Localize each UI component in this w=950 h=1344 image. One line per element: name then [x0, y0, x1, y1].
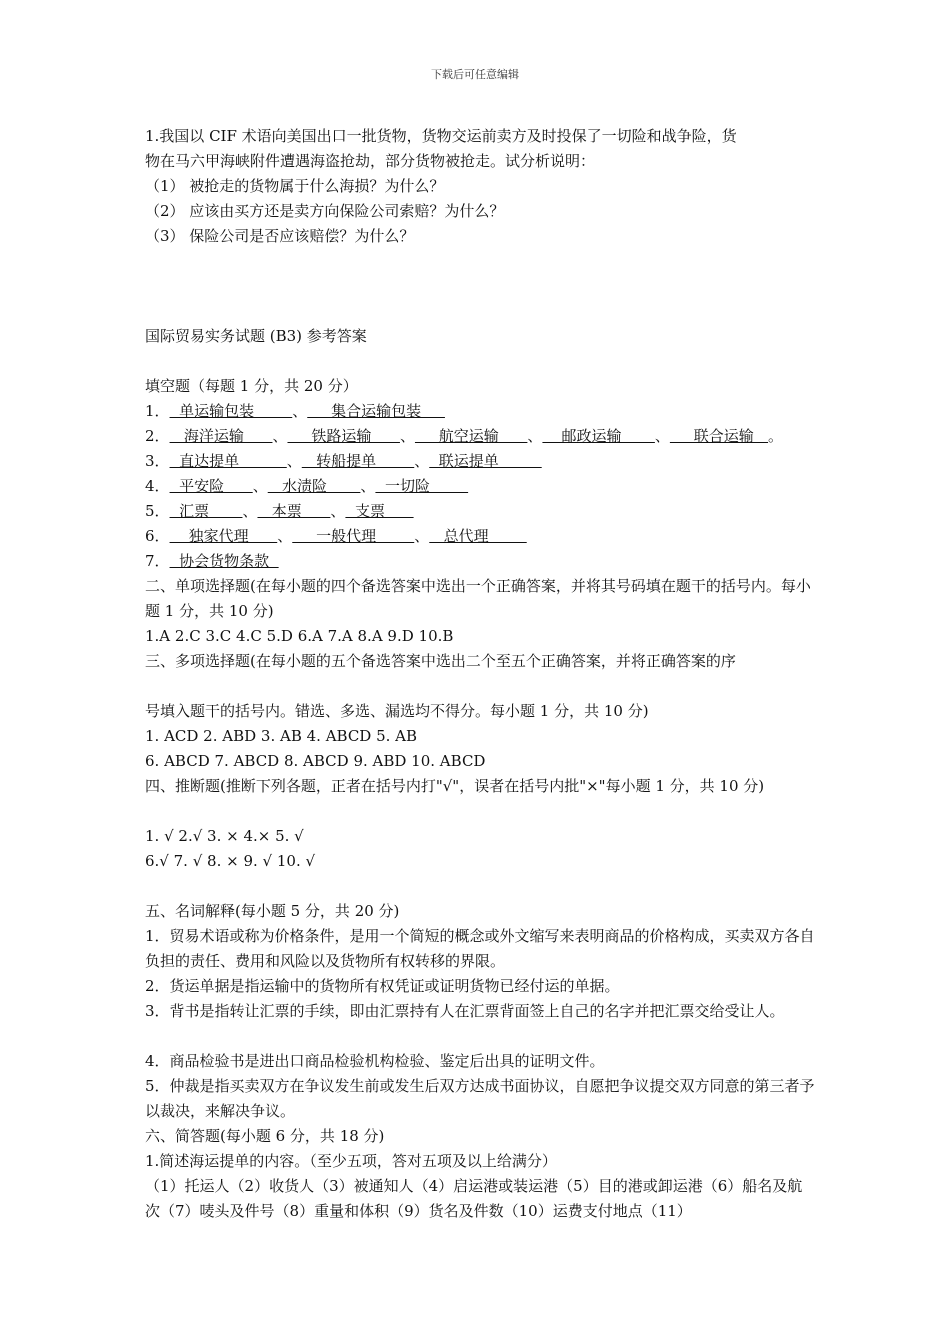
fill-answer-4 [145, 474, 815, 499]
judge-answers-2: 6.√ 7. √ 8. × 9. √ 10. √ [145, 852, 316, 870]
separator: 、 [399, 427, 415, 445]
case-intro-line-2: 物在马六甲海峡附件遭遇海盗抢劫，部分货物被抢走。试分析说明： [145, 152, 596, 170]
case-question-1: （1） 被抢走的货物属于什么海损？为什么？ [145, 177, 445, 195]
case-question-2: （2） 应该由买方还是卖方向保险公司索赔？为什么？ [145, 202, 505, 220]
single-choice-answers: 1.A 2.C 3.C 4.C 5.D 6.A 7.A 8.A 9.D 10.B [145, 627, 454, 645]
fill-blank: 水渍险 [267, 477, 361, 495]
fill-blank: 直达提单 [169, 452, 287, 470]
fill-blank: 联合运输 [669, 427, 769, 445]
fill-blank: 转船提单 [301, 452, 415, 470]
case-intro-line-1: 1.我国以 CIF 术语向美国出口一批货物，货物交运前卖方及时投保了一切险和战争险，货 [145, 127, 737, 145]
fill-heading: 填空题（每题 1 分，共 20 分） [145, 377, 358, 395]
separator: 、 [330, 502, 346, 520]
separator: 、 [292, 402, 308, 420]
single-choice-heading: 二、单项选择题(在每小题的四个备选答案中选出一个正确答案，并将其号码填在题干的括号内。每小题 1 分，共 10 分) [145, 577, 811, 620]
fill-number: 2． [145, 427, 170, 445]
separator: 、 [360, 477, 376, 495]
fill-blank: 一般代理 [292, 527, 415, 545]
fill-blank: 一切险 [375, 477, 469, 495]
page-header: 下载后可任意编辑 [431, 68, 519, 81]
short-question-1: 1.简述海运提单的内容。（至少五项，答对五项及以上给满分） [145, 1152, 557, 1170]
term-1: 1．贸易术语或称为价格条件，是用一个简短的概念或外文缩写来表明商品的价格构成，买卖双方各自负担的责任、费用和风险以及货物所有权转移的界限。 [145, 927, 815, 970]
fill-number: 1． [145, 402, 170, 420]
fill-blank: 航空运输 [414, 427, 528, 445]
fill-blank: 邮政运输 [542, 427, 655, 445]
fill-blank: 汇票 [169, 502, 243, 520]
fill-answer-2 [145, 424, 815, 449]
multi-choice-heading-line-2: 号填入题干的括号内。错选、多选、漏选均不得分。每小题 1 分，共 10 分) [145, 702, 649, 720]
fill-blank: 联运提单 [429, 452, 542, 470]
fill-answer-3 [145, 449, 815, 474]
short-answer-1: （1）托运人（2）收货人（3）被通知人（4）启运港或装运港（5）目的港或卸运港（6）船名及航次（7）唛头及件号（8）重量和体积（9）货名及件数（10）运费支付地点（11） [145, 1177, 803, 1220]
fill-answer-7 [145, 549, 815, 574]
fill-blank: 单运输包装 [169, 402, 293, 420]
fill-blank: 总代理 [429, 527, 527, 545]
term-3: 3．背书是指转让汇票的手续，即由汇票持有人在汇票背面签上自己的名字并把汇票交给受让人。 [145, 1002, 785, 1020]
fill-number: 3． [145, 452, 170, 470]
separator: 、 [252, 477, 268, 495]
fill-blank: 平安险 [169, 477, 253, 495]
fill-number: 7． [145, 552, 170, 570]
answer-title: 国际贸易实务试题 (B3) 参考答案 [145, 327, 367, 345]
separator: 、 [414, 452, 430, 470]
fill-blank: 支票 [345, 502, 414, 520]
terms-heading: 五、名词解释(每小题 5 分，共 20 分) [145, 902, 400, 920]
term-5: 5．仲裁是指买卖双方在争议发生前或发生后双方达成书面协议，自愿把争议提交双方同意的第三者予以裁决，来解决争议。 [145, 1077, 815, 1120]
short-answer-heading: 六、简答题(每小题 6 分，共 18 分) [145, 1127, 385, 1145]
fill-answer-5 [145, 499, 815, 524]
fill-number: 4． [145, 477, 170, 495]
separator: 、 [272, 427, 288, 445]
multi-choice-answers-1: 1. ACD 2. ABD 3. AB 4. ABCD 5. AB [145, 727, 418, 745]
separator: 、 [286, 452, 302, 470]
separator: 、 [277, 527, 293, 545]
fill-number: 6． [145, 527, 170, 545]
fill-number: 5． [145, 502, 170, 520]
multi-choice-answers-2: 6. ABCD 7. ABCD 8. ABCD 9. ABD 10. ABCD [145, 752, 486, 770]
term-2: 2．货运单据是指运输中的货物所有权凭证或证明货物已经付运的单据。 [145, 977, 620, 995]
fill-blank: 铁路运输 [287, 427, 400, 445]
separator: 、 [414, 527, 430, 545]
multi-choice-heading-line-1: 三、多项选择题(在每小题的五个备选答案中选出二个至五个正确答案，并将正确答案的序 [145, 652, 736, 670]
fill-answer-1 [145, 399, 815, 424]
term-4: 4．商品检验书是进出口商品检验机构检验、鉴定后出具的证明文件。 [145, 1052, 605, 1070]
separator: 、 [242, 502, 258, 520]
fill-blank: 本票 [257, 502, 331, 520]
fill-blank: 独家代理 [169, 527, 278, 545]
separator: 、 [527, 427, 543, 445]
judge-heading: 四、推断题(推断下列各题，正者在括号内打"√"，误者在括号内批"×"每小题 1 分，共 10 分) [145, 777, 765, 795]
line-end: 。 [768, 427, 784, 445]
case-question-3: （3） 保险公司是否应该赔偿？为什么？ [145, 227, 415, 245]
judge-answers-1: 1. √ 2.√ 3. × 4.× 5. √ [145, 827, 304, 845]
fill-blank: 海洋运输 [169, 427, 273, 445]
fill-answer-6 [145, 524, 815, 549]
separator: 、 [654, 427, 670, 445]
fill-blank: 集合运输包装 [307, 402, 445, 420]
fill-blank: 协会货物条款 [169, 552, 279, 570]
